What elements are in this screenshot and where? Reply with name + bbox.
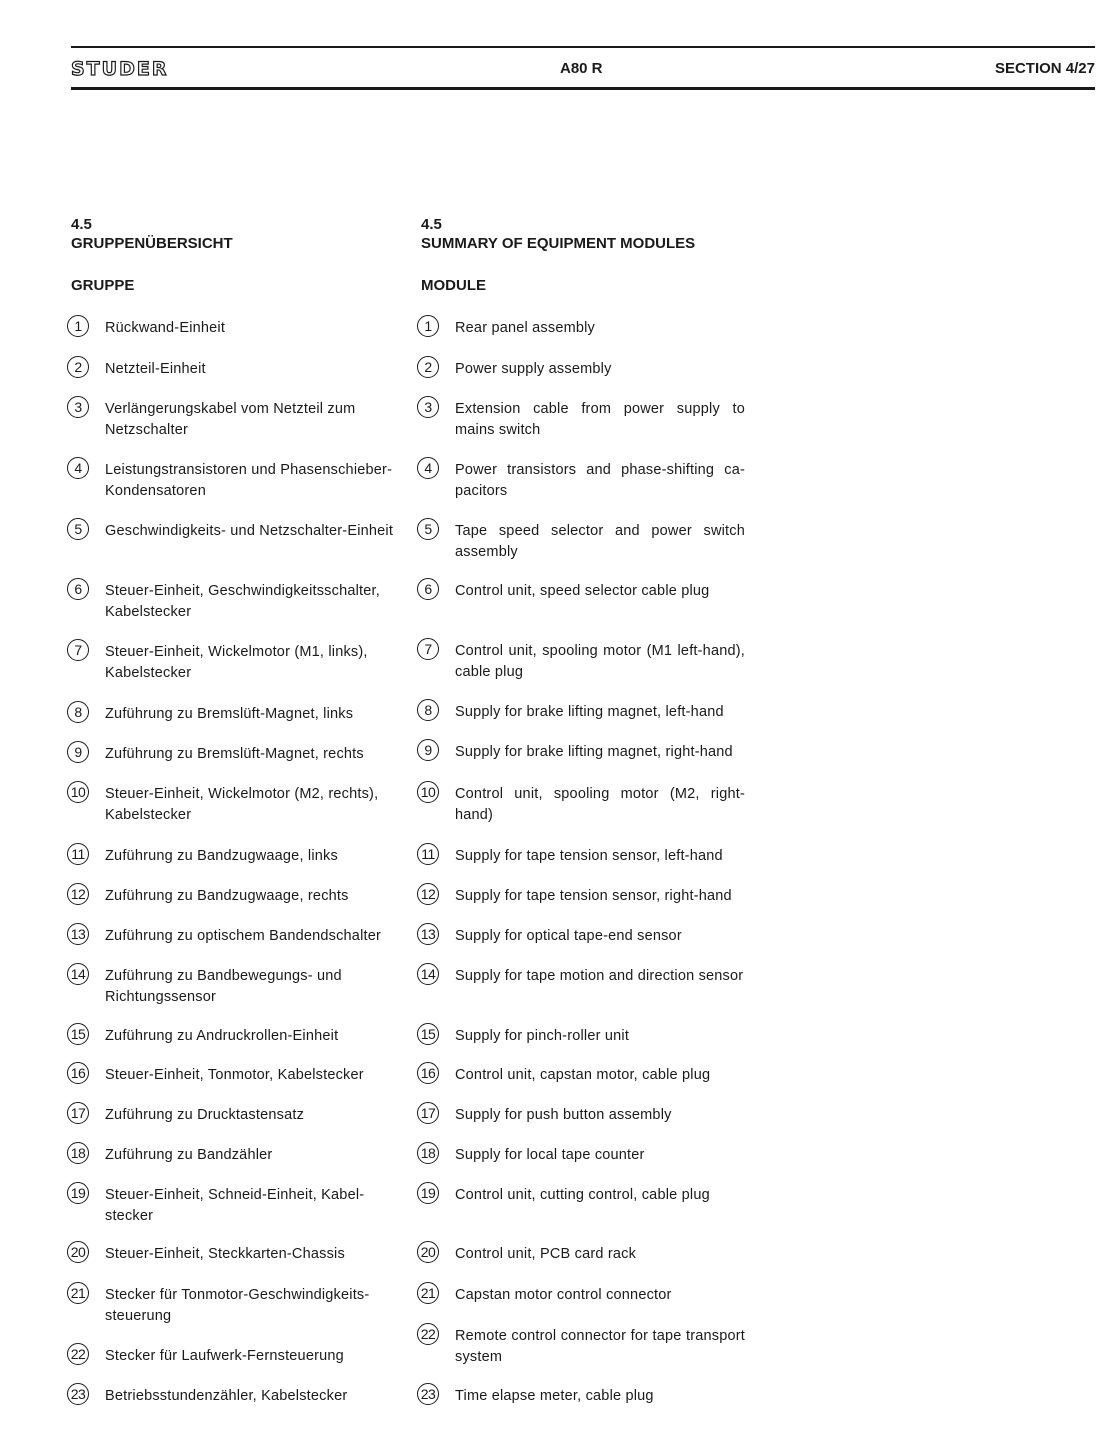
- circled-number: 5: [67, 518, 89, 540]
- circled-number: 7: [67, 639, 89, 661]
- german-item-17: [67, 1105, 397, 1126]
- item-text: Steuer-Einheit, Wickelmotor (M2, rechts), Kabelstecker: [105, 786, 379, 823]
- header-top-rule: [71, 46, 1095, 48]
- english-item-22: [417, 1326, 751, 1368]
- item-text: Control unit, spooling motor (M2, right-hand): [455, 786, 745, 823]
- item-text: Zuführung zu Bandbewegungs- und Richtungssensor: [105, 968, 342, 1005]
- circled-number: 14: [417, 963, 439, 985]
- item-text: Zuführung zu Drucktastensatz: [105, 1107, 305, 1123]
- english-section-title: SUMMARY OF EQUIPMENT MODULES: [421, 235, 696, 252]
- circled-number: 14: [67, 963, 89, 985]
- german-item-8: [67, 704, 397, 725]
- english-item-10: [417, 784, 751, 826]
- item-text: Verlängerungskabel vom Netzteil zum Netzschalter: [105, 401, 356, 438]
- english-item-9: [417, 742, 751, 763]
- german-section-number: 4.5: [71, 216, 92, 233]
- item-text: Control unit, PCB card rack: [455, 1246, 637, 1262]
- item-text: Zuführung zu Bandzugwaage, rechts: [105, 888, 349, 904]
- item-text: Zuführung zu Bremslüft-Magnet, links: [105, 706, 354, 722]
- german-item-2: [67, 359, 397, 380]
- english-item-19: [417, 1185, 751, 1206]
- circled-number: 13: [67, 923, 89, 945]
- item-text: Geschwindigkeits- und Netzschalter-Einheit: [105, 523, 394, 539]
- english-item-1: [417, 318, 751, 339]
- german-item-23: [67, 1386, 397, 1407]
- english-subheading: MODULE: [421, 277, 486, 294]
- section-label: SECTION 4/27: [994, 60, 1095, 77]
- german-item-5: [67, 521, 397, 542]
- studer-logo: STUDER: [71, 58, 169, 80]
- item-text: Control unit, spooling motor (M1 left-hand), cable plug: [455, 643, 745, 680]
- circled-number: 12: [67, 883, 89, 905]
- circled-number: 7: [417, 638, 439, 660]
- german-item-3: [67, 399, 397, 441]
- circled-number: 19: [67, 1182, 89, 1204]
- item-text: Supply for brake lifting magnet, right-hand: [455, 744, 733, 760]
- circled-number: 21: [417, 1282, 439, 1304]
- german-item-14: [67, 966, 397, 1008]
- item-text: Zuführung zu Bandzähler: [105, 1147, 273, 1163]
- german-item-15: [67, 1026, 397, 1047]
- item-text: Steuer-Einheit, Schneid-Einheit, Kabel-stecker: [105, 1187, 365, 1224]
- model-label: A80 R: [560, 60, 603, 77]
- item-text: Remote control connector for tape transport system: [455, 1328, 745, 1365]
- circled-number: 20: [67, 1241, 89, 1263]
- english-item-14: [417, 966, 751, 987]
- german-item-19: [67, 1185, 397, 1227]
- english-item-5: [417, 521, 751, 563]
- circled-number: 2: [67, 356, 89, 378]
- item-text: Supply for push button assembly: [455, 1107, 672, 1123]
- item-text: Stecker für Tonmotor-Geschwindigkeits-steuerung: [105, 1287, 370, 1324]
- english-item-23: [417, 1386, 751, 1407]
- english-item-11: [417, 846, 751, 867]
- circled-number: 22: [67, 1343, 89, 1365]
- item-text: Zuführung zu Bremslüft-Magnet, rechts: [105, 746, 364, 762]
- item-text: Leistungstransistoren und Phasenschieber-Kondensatoren: [105, 462, 393, 499]
- header-bottom-rule: [71, 87, 1095, 90]
- circled-number: 15: [417, 1023, 439, 1045]
- circled-number: 20: [417, 1241, 439, 1263]
- circled-number: 10: [417, 781, 439, 803]
- circled-number: 8: [67, 701, 89, 723]
- circled-number: 6: [67, 578, 89, 600]
- circled-number: 16: [417, 1062, 439, 1084]
- item-text: Steuer-Einheit, Geschwindigkeitsschalter, Kabelstecker: [105, 583, 380, 620]
- circled-number: 4: [67, 457, 89, 479]
- english-item-21: [417, 1285, 751, 1306]
- german-section-title: GRUPPENÜBERSICHT: [71, 235, 233, 252]
- item-text: Capstan motor control connector: [455, 1287, 672, 1303]
- item-text: Supply for optical tape-end sensor: [455, 928, 682, 944]
- item-text: Stecker für Laufwerk-Fernsteuerung: [105, 1348, 344, 1364]
- item-text: Supply for tape tension sensor, right-hand: [455, 888, 732, 904]
- item-text: Time elapse meter, cable plug: [455, 1388, 654, 1404]
- circled-number: 13: [417, 923, 439, 945]
- german-item-4: [67, 460, 397, 502]
- german-item-12: [67, 886, 397, 907]
- german-item-22: [67, 1346, 397, 1367]
- circled-number: 6: [417, 578, 439, 600]
- item-text: Supply for tape tension sensor, left-hand: [455, 848, 723, 864]
- item-text: Supply for pinch-roller unit: [455, 1028, 630, 1044]
- german-item-16: [67, 1065, 397, 1086]
- english-item-8: [417, 702, 751, 723]
- item-text: Control unit, capstan motor, cable plug: [455, 1067, 711, 1083]
- english-item-15: [417, 1026, 751, 1047]
- english-item-2: [417, 359, 751, 380]
- english-item-4: [417, 460, 751, 502]
- item-text: Zuführung zu Andruckrollen-Einheit: [105, 1028, 339, 1044]
- english-item-6: [417, 581, 751, 602]
- circled-number: 1: [67, 315, 89, 337]
- circled-number: 5: [417, 518, 439, 540]
- item-text: Betriebsstundenzähler, Kabelstecker: [105, 1388, 348, 1404]
- english-item-16: [417, 1065, 751, 1086]
- german-item-9: [67, 744, 397, 765]
- circled-number: 15: [67, 1023, 89, 1045]
- circled-number: 19: [417, 1182, 439, 1204]
- circled-number: 18: [67, 1142, 89, 1164]
- circled-number: 11: [417, 843, 439, 865]
- circled-number: 23: [67, 1383, 89, 1405]
- circled-number: 17: [67, 1102, 89, 1124]
- circled-number: 10: [67, 781, 89, 803]
- item-text: Control unit, cutting control, cable plug: [455, 1187, 710, 1203]
- item-text: Rückwand-Einheit: [105, 320, 226, 336]
- circled-number: 4: [417, 457, 439, 479]
- english-item-18: [417, 1145, 751, 1166]
- item-text: Zuführung zu Bandzugwaage, links: [105, 848, 338, 864]
- english-item-7: [417, 641, 751, 683]
- item-text: Control unit, speed selector cable plug: [455, 583, 710, 599]
- circled-number: 17: [417, 1102, 439, 1124]
- item-text: Rear panel assembly: [455, 320, 596, 336]
- german-item-11: [67, 846, 397, 867]
- german-item-7: [67, 642, 397, 684]
- item-text: Supply for brake lifting magnet, left-hand: [455, 704, 724, 720]
- item-text: Netzteil-Einheit: [105, 361, 206, 377]
- german-item-21: [67, 1285, 397, 1327]
- circled-number: 22: [417, 1323, 439, 1345]
- english-item-3: [417, 399, 751, 441]
- circled-number: 1: [417, 315, 439, 337]
- item-text: Supply for local tape counter: [455, 1147, 645, 1163]
- english-item-20: [417, 1244, 751, 1265]
- german-subheading: GRUPPE: [71, 277, 135, 294]
- circled-number: 18: [417, 1142, 439, 1164]
- circled-number: 9: [67, 741, 89, 763]
- item-text: Steuer-Einheit, Wickelmotor (M1, links), Kabelstecker: [105, 644, 368, 681]
- item-text: Power transistors and phase-shifting ca-pacitors: [455, 462, 745, 499]
- english-section-number: 4.5: [421, 216, 442, 233]
- item-text: Power supply assembly: [455, 361, 612, 377]
- circled-number: 9: [417, 739, 439, 761]
- circled-number: 2: [417, 356, 439, 378]
- circled-number: 11: [67, 843, 89, 865]
- item-text: Steuer-Einheit, Tonmotor, Kabelstecker: [105, 1067, 364, 1083]
- item-text: Steuer-Einheit, Steckkarten-Chassis: [105, 1246, 345, 1262]
- circled-number: 23: [417, 1383, 439, 1405]
- german-item-13: [67, 926, 397, 947]
- german-item-1: [67, 318, 397, 339]
- circled-number: 12: [417, 883, 439, 905]
- german-item-20: [67, 1244, 397, 1265]
- item-text: Supply for tape motion and direction sensor: [455, 968, 744, 984]
- item-text: Extension cable from power supply to mains switch: [455, 401, 745, 438]
- english-item-13: [417, 926, 751, 947]
- item-text: Tape speed selector and power switch assembly: [455, 523, 745, 560]
- english-item-17: [417, 1105, 751, 1126]
- english-item-12: [417, 886, 751, 907]
- circled-number: 8: [417, 699, 439, 721]
- german-item-18: [67, 1145, 397, 1166]
- german-item-10: [67, 784, 397, 826]
- item-text: Zuführung zu optischem Bandendschalter: [105, 928, 382, 944]
- german-item-6: [67, 581, 397, 623]
- circled-number: 16: [67, 1062, 89, 1084]
- circled-number: 3: [67, 396, 89, 418]
- circled-number: 3: [417, 396, 439, 418]
- circled-number: 21: [67, 1282, 89, 1304]
